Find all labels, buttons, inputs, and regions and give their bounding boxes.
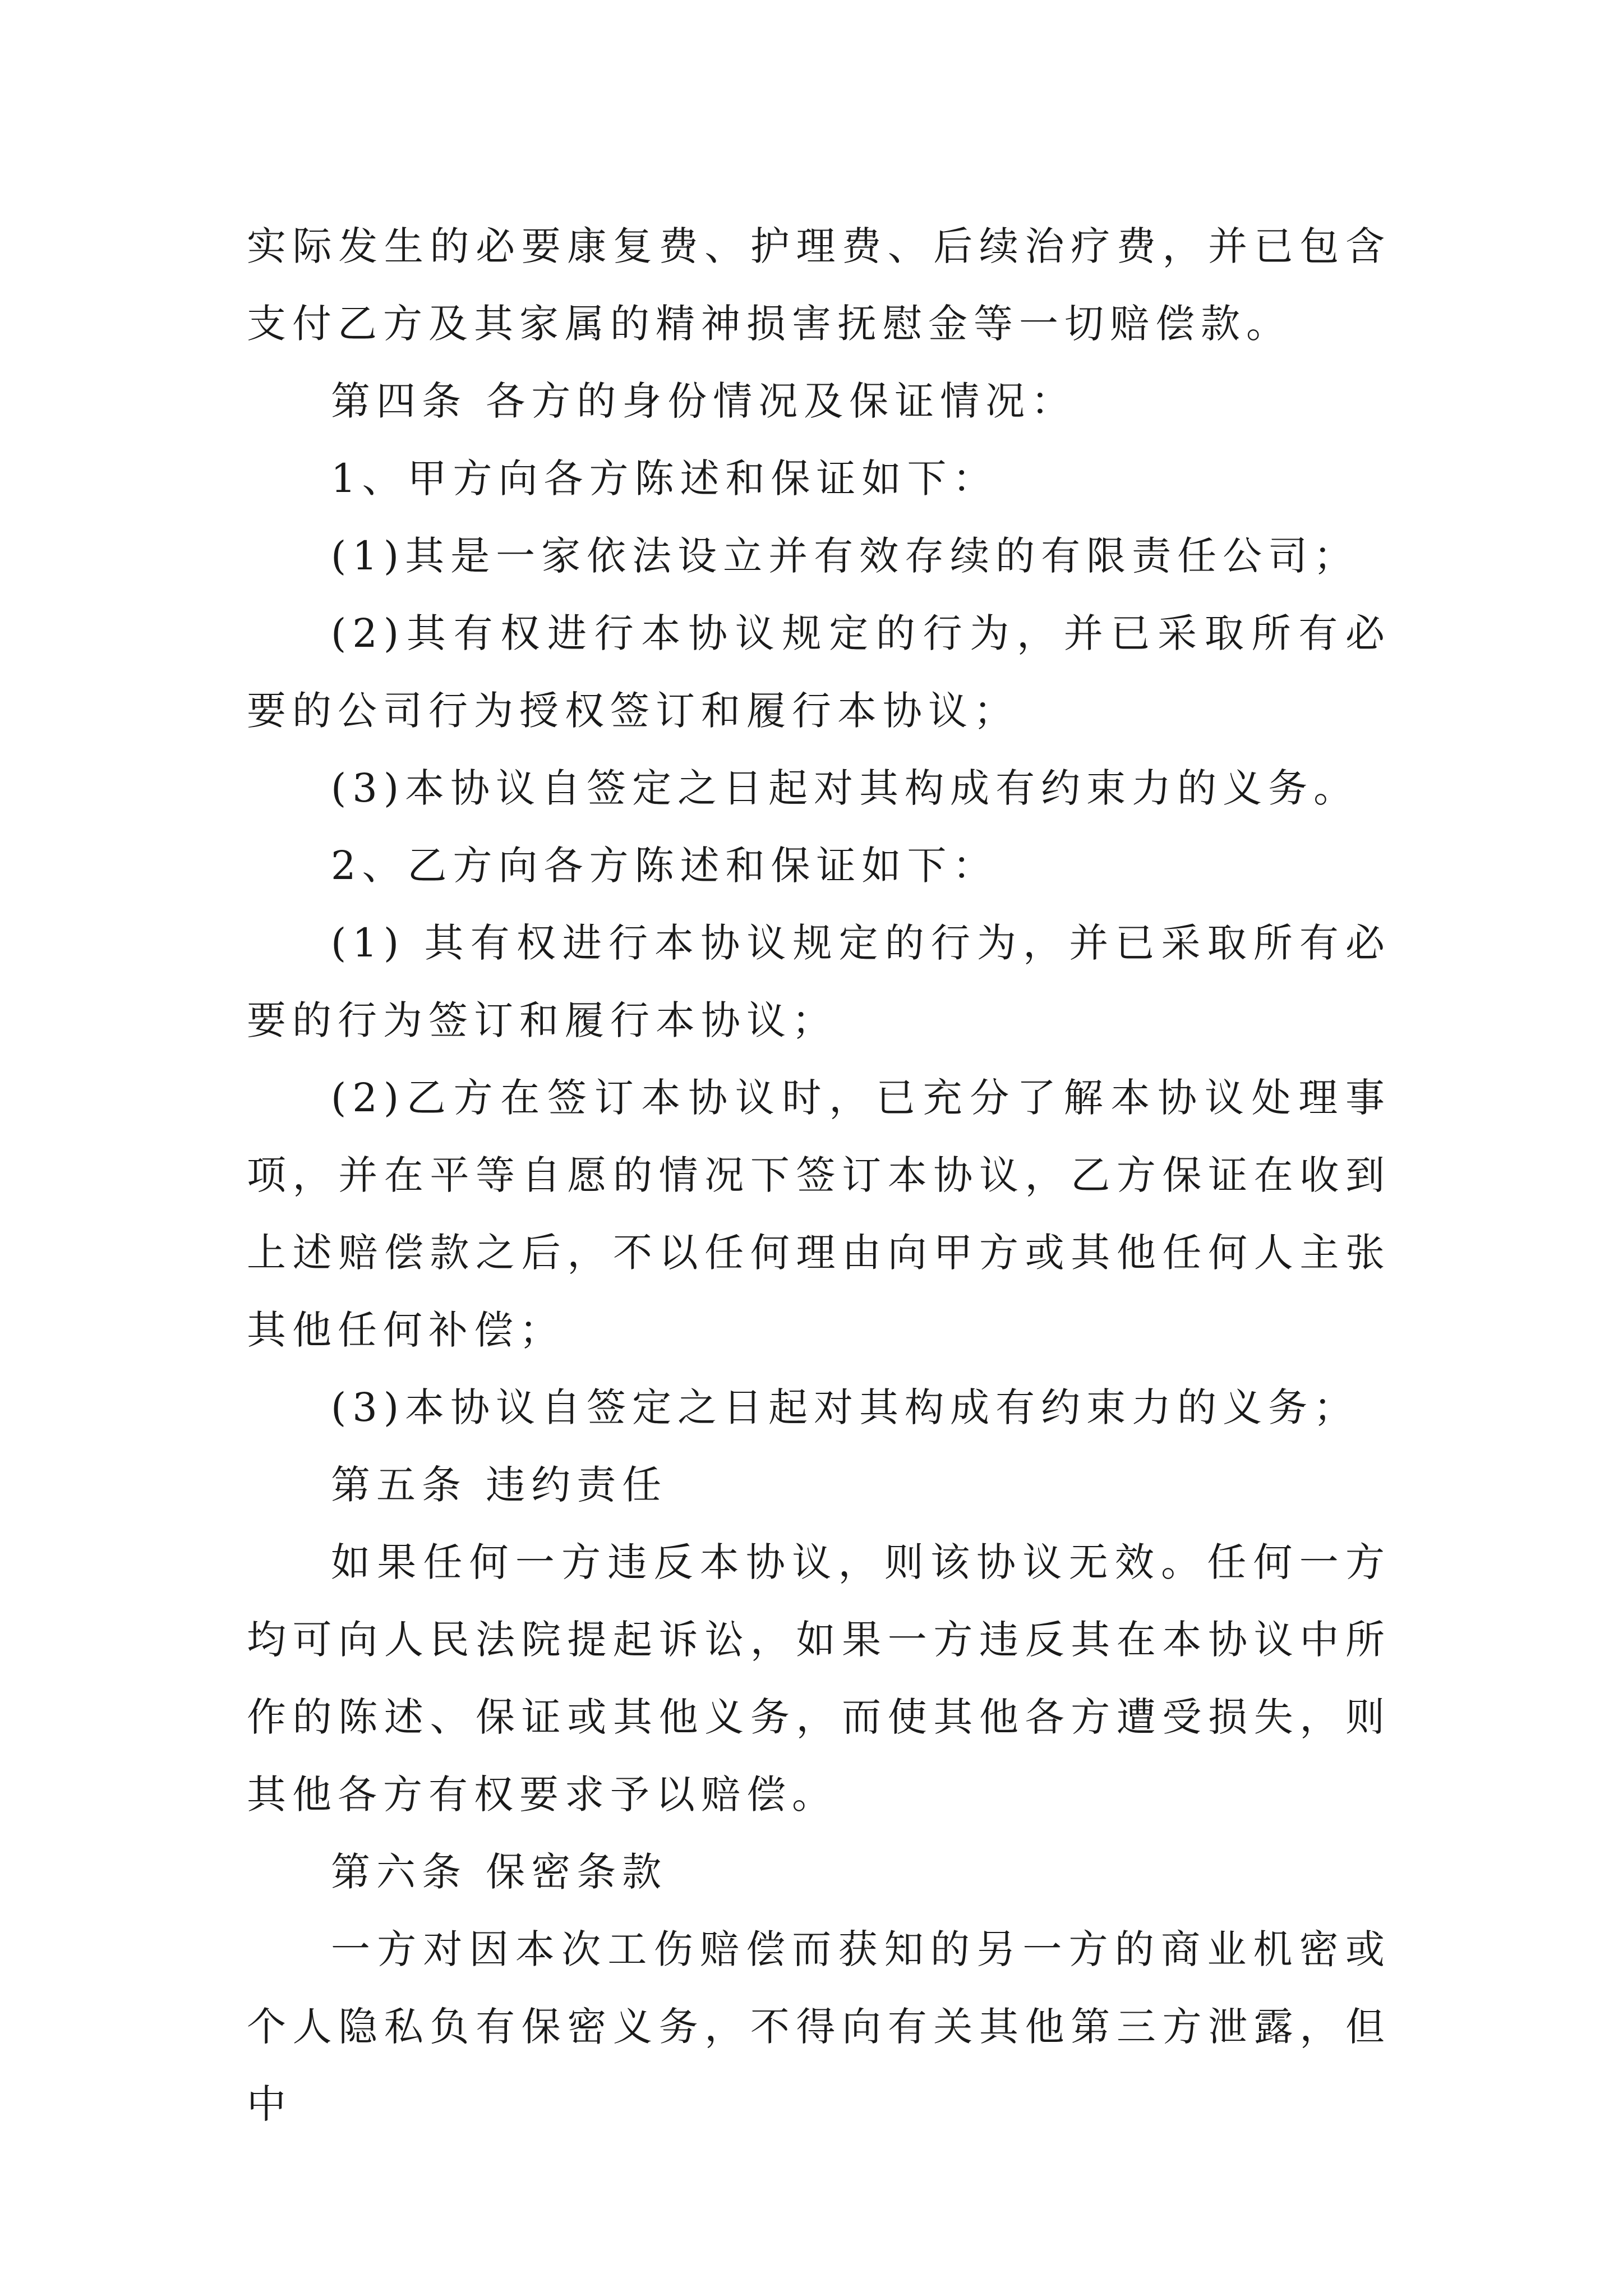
paragraph-party-b-item-1: (1) 其有权进行本协议规定的行为，并已采取所有必要的行为签订和履行本协议； bbox=[247, 920, 1391, 1043]
paragraph-party-a-item-3: (3)本协议自签定之日起对其构成有约束力的义务。 bbox=[331, 765, 1359, 811]
paragraph-breach-liability: 如果任何一方违反本协议，则该协议无效。任何一方均可向人民法院提起诉讼，如果一方违反其在本协议中所作的陈述、保证或其他义务，而使其他各方遭受损失，则其他各方有权要求予以赔偿。 bbox=[247, 1539, 1391, 1818]
paragraph-confidentiality: 一方对因本次工伤赔偿而获知的另一方的商业机密或个人隐私负有保密义务，不得向有关其他第三方泄露，但中 bbox=[247, 1926, 1391, 2127]
paragraph-party-b-statement: 2、乙方向各方陈述和保证如下： bbox=[331, 843, 998, 889]
heading-article-4: 第四条 各方的身份情况及保证情况： bbox=[331, 378, 1077, 424]
heading-article-6: 第六条 保密条款 bbox=[331, 1849, 668, 1895]
paragraph-party-b-item-3: (3)本协议自签定之日起对其构成有约束力的义务； bbox=[331, 1384, 1359, 1430]
heading-article-5: 第五条 违约责任 bbox=[331, 1462, 668, 1508]
paragraph-party-b-item-2: (2)乙方在签订本协议时，已充分了解本协议处理事项，并在平等自愿的情况下签订本协议，乙方保证在收到上述赔偿款之后，不以任何理由向甲方或其他任何人主张其他任何补偿； bbox=[247, 1075, 1391, 1353]
document-body bbox=[247, 208, 1391, 2143]
paragraph-compensation-continued: 实际发生的必要康复费、护理费、后续治疗费，并已包含支付乙方及其家属的精神损害抚慰金等一切赔偿款。 bbox=[247, 223, 1391, 347]
paragraph-party-a-item-2: (2)其有权进行本协议规定的行为，并已采取所有必要的公司行为授权签订和履行本协议； bbox=[247, 610, 1391, 734]
paragraph-party-a-statement: 1、甲方向各方陈述和保证如下： bbox=[331, 455, 998, 501]
paragraph-party-a-item-1: (1)其是一家依法设立并有效存续的有限责任公司； bbox=[331, 533, 1359, 579]
